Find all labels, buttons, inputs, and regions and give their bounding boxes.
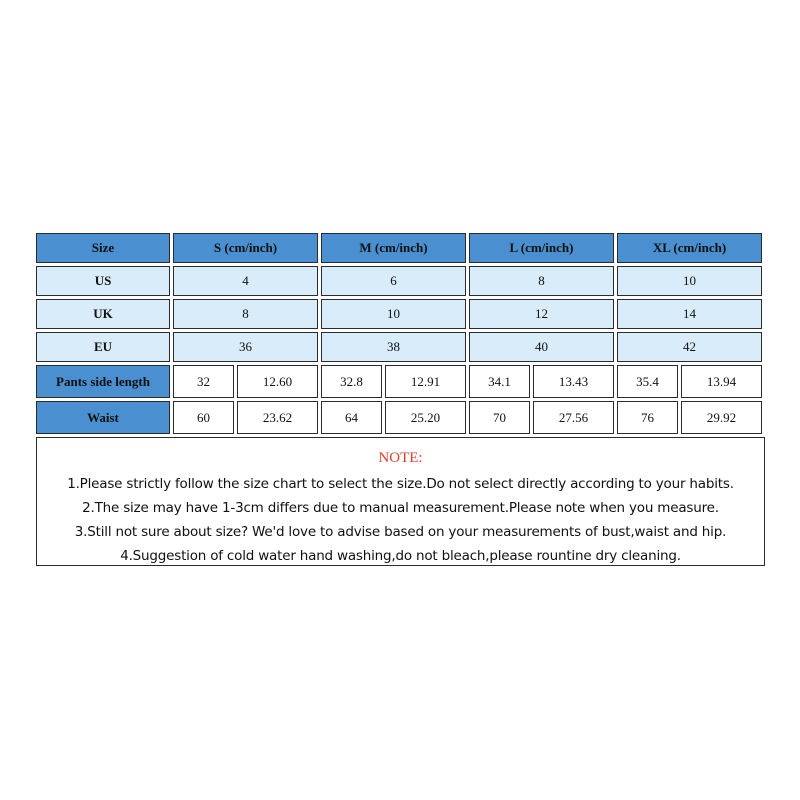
pants-side-length-row	[36, 365, 765, 398]
waist-s-inch: 23.62	[237, 401, 318, 434]
waist-xl-inch: 29.92	[681, 401, 762, 434]
uk-value-xl: 14	[617, 299, 762, 329]
pants-side-length-label: Pants side length	[36, 365, 170, 398]
notes-box	[36, 437, 765, 566]
waist-xl-cm: 76	[617, 401, 678, 434]
us-row	[36, 266, 765, 296]
pants-xl-inch: 13.94	[681, 365, 762, 398]
uk-label: UK	[36, 299, 170, 329]
uk-value-s: 8	[173, 299, 318, 329]
pants-xl-cm: 35.4	[617, 365, 678, 398]
eu-value-xl: 42	[617, 332, 762, 362]
eu-value-s: 36	[173, 332, 318, 362]
us-value-l: 8	[469, 266, 614, 296]
us-value-s: 4	[173, 266, 318, 296]
size-header-l: L (cm/inch)	[469, 233, 614, 263]
eu-value-l: 40	[469, 332, 614, 362]
waist-s-cm: 60	[173, 401, 234, 434]
eu-row	[36, 332, 765, 362]
waist-l-inch: 27.56	[533, 401, 614, 434]
size-chart	[36, 233, 765, 566]
size-header-xl: XL (cm/inch)	[617, 233, 762, 263]
note-line-2: 2.The size may have 1-3cm differs due to manual measurement.Please note when you measure.	[82, 500, 719, 516]
pants-l-inch: 13.43	[533, 365, 614, 398]
eu-value-m: 38	[321, 332, 466, 362]
eu-label: EU	[36, 332, 170, 362]
uk-value-m: 10	[321, 299, 466, 329]
pants-s-cm: 32	[173, 365, 234, 398]
uk-value-l: 12	[469, 299, 614, 329]
note-line-1: 1.Please strictly follow the size chart to select the size.Do not select directly according to your habits.	[67, 476, 734, 492]
size-header-label: Size	[36, 233, 170, 263]
uk-row	[36, 299, 765, 329]
pants-m-inch: 12.91	[385, 365, 466, 398]
waist-m-inch: 25.20	[385, 401, 466, 434]
waist-label: Waist	[36, 401, 170, 434]
pants-m-cm: 32.8	[321, 365, 382, 398]
size-header-s: S (cm/inch)	[173, 233, 318, 263]
pants-l-cm: 34.1	[469, 365, 530, 398]
waist-row	[36, 401, 765, 434]
note-line-3: 3.Still not sure about size? We'd love to advise based on your measurements of bust,waist and hip.	[74, 524, 727, 540]
note-title: NOTE:	[378, 450, 423, 466]
pants-s-inch: 12.60	[237, 365, 318, 398]
us-value-m: 6	[321, 266, 466, 296]
size-header-m: M (cm/inch)	[321, 233, 466, 263]
us-value-xl: 10	[617, 266, 762, 296]
waist-m-cm: 64	[321, 401, 382, 434]
waist-l-cm: 70	[469, 401, 530, 434]
header-row	[36, 233, 765, 263]
us-label: US	[36, 266, 170, 296]
note-line-4: 4.Suggestion of cold water hand washing,do not bleach,please rountine dry cleaning.	[120, 548, 681, 564]
